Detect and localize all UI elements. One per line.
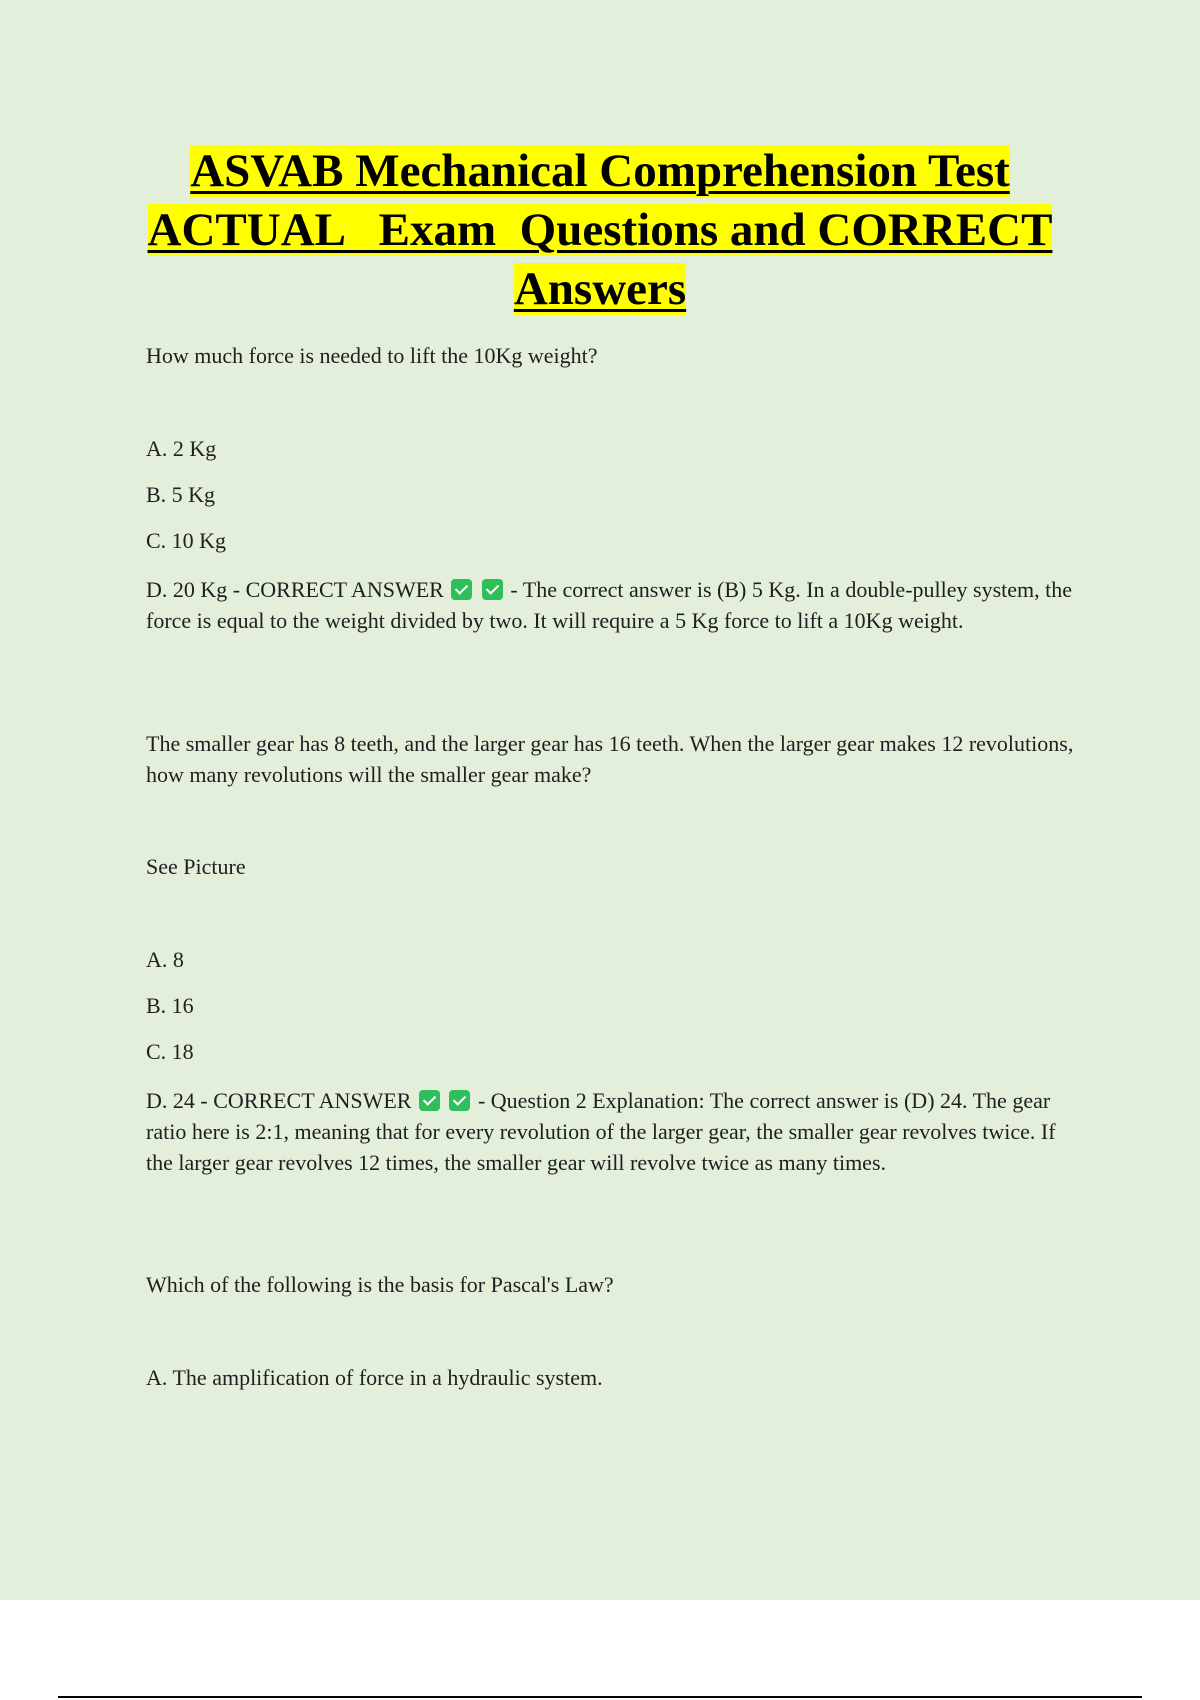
question-2-answer-explanation: - Question 2 Explanation: The correct answer is (D) 24. The gear ratio here is 2:1, meaning that for every revolution of the larger gear, the smaller gear revolves twice. If the larger gear revolves 12 times, the smaller gear will revolve twice as many times. <box>146 1088 1056 1175</box>
check-mark-icon <box>482 579 503 600</box>
question-2-option-a: A. 8 <box>146 947 184 972</box>
footer-divider <box>58 1696 1142 1698</box>
check-mark-icon <box>449 1090 470 1111</box>
question-2-answer <box>146 1085 1086 1178</box>
question-1-option-a: A. 2 Kg <box>146 436 217 461</box>
question-1-option-b: B. 5 Kg <box>146 482 216 507</box>
question-1-answer-prefix: D. 20 Kg - CORRECT ANSWER <box>146 577 444 602</box>
question-1-answer-explanation: - The correct answer is (B) 5 Kg. In a double-pulley system, the force is equal to the weight divided by two. It will require a 5 Kg force to lift a 10Kg weight. <box>146 577 1072 633</box>
question-1-prompt: How much force is needed to lift the 10Kg weight? <box>146 343 598 368</box>
question-3-prompt: Which of the following is the basis for Pascal's Law? <box>146 1272 614 1297</box>
question-1-option-c: C. 10 Kg <box>146 528 227 553</box>
title-line-1: ASVAB Mechanical Comprehension Test <box>190 145 1010 197</box>
title-line-2: ACTUAL Exam Questions and CORRECT <box>147 204 1053 256</box>
check-mark-icon <box>419 1090 440 1111</box>
question-2-option-c: C. 18 <box>146 1039 194 1064</box>
question-2-option-b: B. 16 <box>146 993 194 1018</box>
question-2-prompt: The smaller gear has 8 teeth, and the larger gear has 16 teeth. When the larger gear makes 12 revolutions, how many revolutions will the smaller gear make? <box>146 731 1074 787</box>
question-3-option-a: A. The amplification of force in a hydraulic system. <box>146 1365 603 1390</box>
document-title <box>60 142 1140 319</box>
title-line-3: Answers <box>513 263 687 315</box>
question-2-answer-prefix: D. 24 - CORRECT ANSWER <box>146 1088 412 1113</box>
question-2-note: See Picture <box>146 854 246 879</box>
question-1-answer <box>146 574 1086 636</box>
check-mark-icon <box>451 579 472 600</box>
